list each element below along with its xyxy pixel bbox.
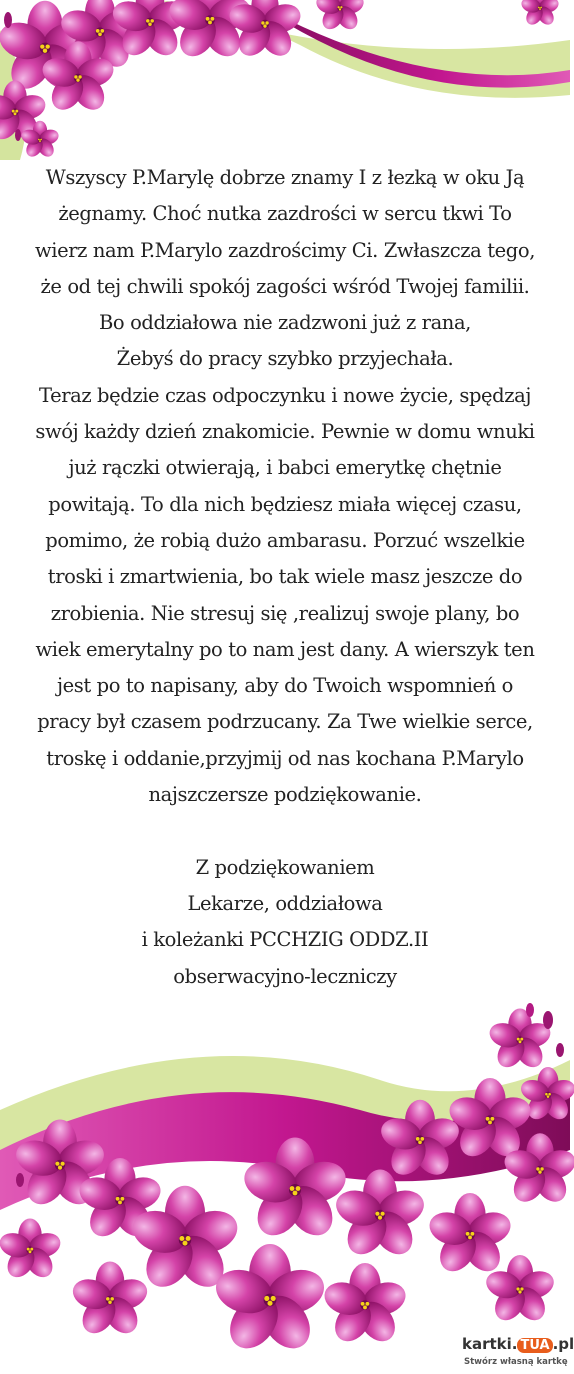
spacer — [20, 813, 550, 849]
signature-line: Z podziękowaniem — [195, 855, 375, 879]
message-line: Żebyś do pracy szybko przyjechała. — [116, 347, 454, 371]
lilac-decoration-top — [0, 0, 570, 160]
message-line: Bo oddziałowa nie zadzwoni już z rana, — [99, 311, 471, 335]
greeting-message — [20, 160, 550, 995]
logo-tld: .pl — [552, 1335, 574, 1353]
message-line: Teraz będzie czas odpoczynku i nowe życie, spędzaj — [38, 383, 532, 407]
message-line: już rączki otwierają, i babci emerytkę chętnie — [68, 456, 502, 480]
message-line: troskę i oddanie,przyjmij od nas kochana P.Marylo — [46, 746, 524, 770]
kartki-logo[interactable] — [462, 1333, 574, 1374]
message-line: jest po to napisany, aby do Twoich wspomnień o — [57, 674, 513, 698]
signature-line: obserwacyjno-leczniczy — [173, 964, 397, 988]
logo-tagline: Stwórz własną kartkę — [464, 1357, 568, 1367]
message-line: powitają. To dla nich będziesz miała więcej czasu, — [48, 492, 522, 516]
message-line: pomimo, że robią dużo ambarasu. Porzuć wszelkie — [45, 528, 525, 552]
logo-name: kartki. — [462, 1335, 518, 1353]
message-line: troski i zmartwienia, bo tak wiele masz jeszcze do — [47, 565, 523, 589]
message-line: zrobienia. Nie stresuj się ,realizuj swoje plany, bo — [50, 601, 520, 625]
logo-badge: TUA — [517, 1338, 552, 1353]
message-line: wierz nam P.Marylo zazdrościmy Ci. Zwłaszcza tego, — [34, 238, 536, 262]
message-line: najszczersze podziękowanie. — [148, 783, 422, 807]
signature-line: Lekarze, oddziałowa — [187, 891, 383, 915]
message-line: wiek emerytalny po to nam jest dany. A wierszyk ten — [35, 637, 535, 661]
signature-line: i koleżanki PCCHZIG ODDZ.II — [141, 928, 429, 952]
lilac-decoration-bottom — [0, 1000, 570, 1374]
message-line: swój każdy dzień znakomicie. Pewnie w domu wnuki — [35, 420, 535, 444]
message-line: Wszyscy P.Marylę dobrze znamy I z łezką w oku Ją — [45, 166, 525, 189]
message-line: żegnamy. Choć nutka zazdrości w sercu tkwi To — [58, 202, 512, 226]
message-line: pracy był czasem podrzucany. Za Twe wielkie serce, — [37, 710, 533, 734]
message-line: że od tej chwili spokój zagości wśród Twojej familii. — [40, 274, 530, 298]
